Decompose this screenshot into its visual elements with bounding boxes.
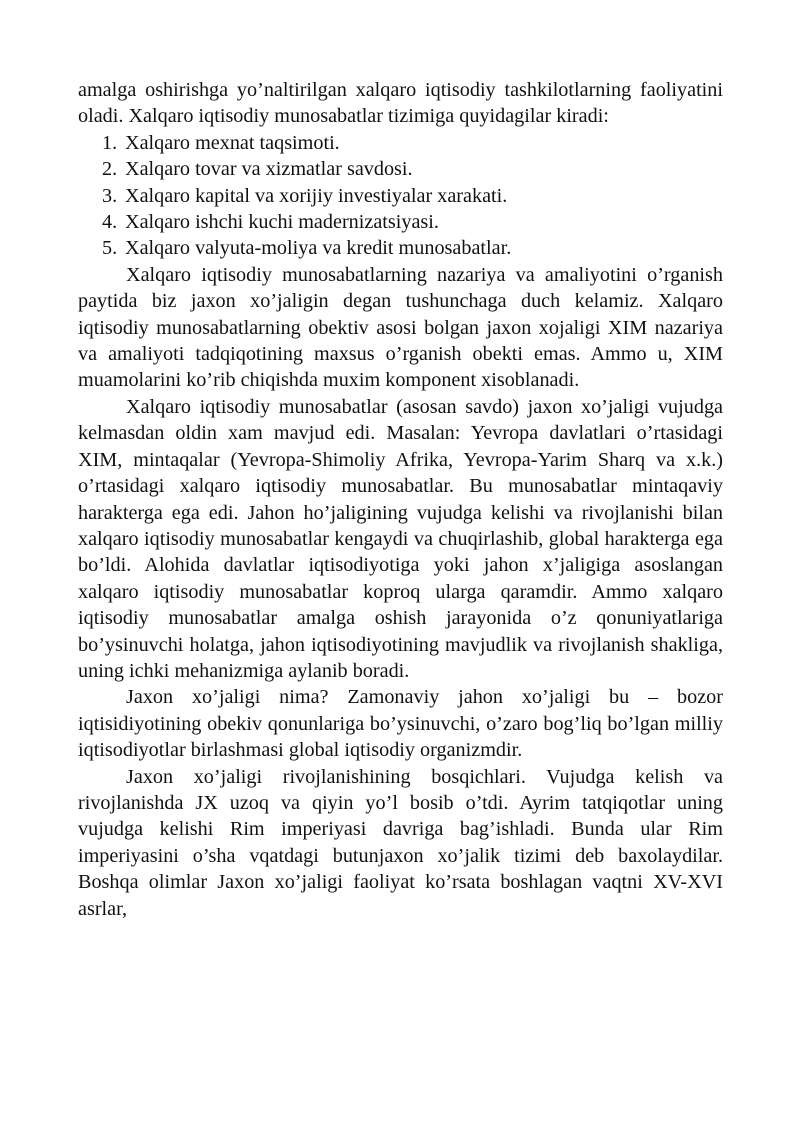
body-paragraph: Xalqaro iqtisodiy munosabatlarning nazariya va amaliyotini o’rganish paytida biz jaxon xo’jaligin degan tushunchaga duch kelamiz. Xalqaro iqtisodiy munosabatlarning obektiv asosi bolgan jaxon xojaligi XIM nazariya va amaliyoti tadqiqotining maxsus o’rganish obekti emas. Ammo u, XIM muamolarini ko’rib chiqishda muxim komponent xisoblanadi. [78,263,723,392]
list-item-text: Xalqaro mexnat taqsimoti. [125,131,340,154]
body-paragraph: Xalqaro iqtisodiy munosabatlar (asosan savdo) jaxon xo’jaligi vujudga kelmasdan oldin xam mavjud edi. Masalan: Yevropa davlatlari o’rtasidagi XIM, mintaqalar (Yevropa-Shimoliy Afrika, Yevropa-Yarim Sharq va x.k.) o’rtasidagi xalqaro iqtisodiy munosabatlar. Bu munosabatlar mintaqaviy harakterga ega edi. Jahon ho’jaligining vujudga kelishi va rivojlanishi bilan xalqaro iqtisodiy munosabatlar kengaydi va chuqirlashib, global harakterga ega bo’ldi. Alohida davlatlar iqtisodiyotiga yoki jahon x’jaligiga asoslangan xalqaro iqtisodiy munosabatlar koproq ularga qaramdir. Ammo xalqaro iqtisodiy munosabatlar amalga oshish jarayonida o’z qonuniyatlariga bo’ysinuvchi holatga, jahon iqtisodiyotining mavjudlik va rivojlanish shakliga, uning ichki mehanizmiga aylanib boradi. [78,395,723,682]
body-paragraph: Jaxon xo’jaligi rivojlanishining bosqichlari. Vujudga kelish va rivojlanishda JX uzoq va qiyin yo’l bosib o’tdi. Ayrim tatqiqotlar uning vujudga kelishi Rim imperiyasi davriga bag’ishladi. Bunda ular Rim imperiyasini o’sha vqatdagi butunjaxon xo’jalik tizimi deb baxolaydilar. Boshqa olimlar Jaxon xo’jaligi faoliyat ko’rsata boshlagan vaqtni XV-XVI asrlar, [78,765,723,920]
intro-paragraph: amalga oshirishga yo’naltirilgan xalqaro iqtisodiy tashkilotlarning faoliyatini oladi. Xalqaro iqtisodiy munosabatlar tizimiga quyidagilar kiradi: [78,79,723,128]
list-item [78,209,723,235]
list-item-text: Xalqaro valyuta-moliya va kredit munosabatlar. [125,237,512,260]
body-paragraph: Jaxon xo’jaligi nima? Zamonaviy jahon xo’jaligi bu – bozor iqtisidiyotining obekiv qonunlariga bo’ysinuvchi, o’zaro bog’liq bo’lgan milliy iqtisodiyotlar birlashmasi global iqtisodiy organizmdir. [78,686,723,762]
list-item-number: 3. [102,184,118,207]
list-item-number: 4. [102,211,118,234]
list-item-text: Xalqaro ishchi kuchi madernizatsiyasi. [125,211,439,234]
list-item [78,183,723,209]
economic-relations-list [78,130,723,262]
list-item-text: Xalqaro tovar va xizmatlar savdosi. [125,158,413,181]
list-item-number: 1. [102,131,118,154]
list-item-number: 5. [102,237,118,260]
list-item-text: Xalqaro kapital va xorijiy investiyalar xarakati. [125,184,508,207]
document-page [78,77,723,922]
list-item [78,130,723,156]
list-item [78,235,723,261]
list-item [78,156,723,182]
list-item-number: 2. [102,158,118,181]
